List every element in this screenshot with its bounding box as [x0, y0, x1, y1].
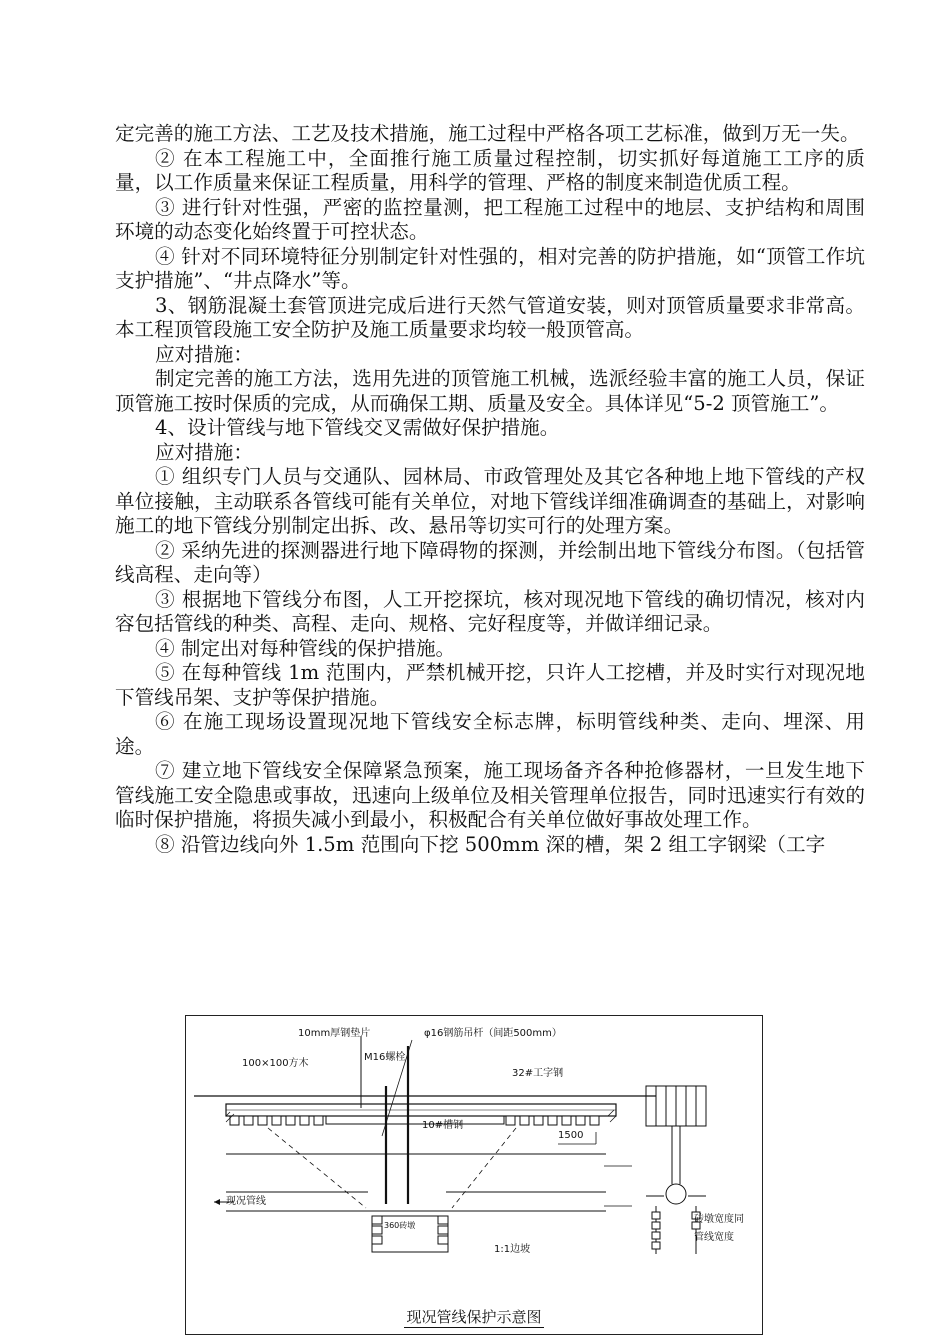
paragraph: ② 在本工程施工中，全面推行施工质量过程控制，切实抓好每道施工工序的质量，以工作质量来保证工程质量，用科学的管理、严格的制度来制造优质工程。 [115, 146, 865, 194]
paragraph: ③ 进行针对性强，严密的监控量测，把工程施工过程中的地层、支护结构和周围环境的动态变化始终置于可控状态。 [115, 195, 865, 243]
label-steel-plate: 10mm厚钢垫片 [298, 1028, 371, 1039]
label-pipe-width: 管线宽度 [694, 1232, 734, 1243]
body-text [115, 122, 865, 857]
existing-pipeline [226, 1154, 606, 1211]
paragraph: 定完善的施工方法、工艺及技术措施，施工过程中严格各项工艺标准，做到万无一失。 [115, 122, 860, 145]
paragraph: ② 采纳先进的探测器进行地下障碍物的探测，并绘制出地下管线分布图。（包括管线高程、走向等） [115, 538, 865, 586]
paragraph: 应对措施： [155, 342, 253, 366]
label-width: 1500 [558, 1130, 584, 1141]
slope-lines [268, 1128, 516, 1208]
figure-caption: 现况管线保护示意图 [406, 1308, 542, 1326]
timber-blocks-left [230, 1116, 323, 1125]
label-i-beam: 32#工字钢 [512, 1068, 564, 1079]
paragraph: ① 组织专门人员与交通队、园林局、市政管理处及其它各种地上地下管线的产权单位接触，主动联系各管线可能有关单位，对地下管线详细准确调查的基础上，对影响施工的地下管线分别制定出拆、改、悬吊等切实可行的处理方案。 [115, 465, 865, 537]
label-slope: 1:1边坡 [494, 1244, 531, 1255]
label-bolt: M16螺栓 [364, 1052, 406, 1063]
paragraph: ⑤ 在每种管线 1m 范围内，严禁机械开挖，只许人工挖槽，并及时实行对现况地下管线吊架、支护等保护措施。 [115, 661, 865, 709]
label-timber: 100×100方木 [242, 1058, 309, 1069]
paragraph: 4、设计管线与地下管线交叉需做好保护措施。 [155, 416, 560, 439]
label-pier-width: 砖墩宽度同 [694, 1214, 744, 1225]
timber-blocks-right [506, 1116, 599, 1125]
paragraph: ④ 针对不同环境特征分别制定针对性强的，相对完善的防护措施，如“顶管工作坑支护措施”、“井点降水”等。 [115, 244, 865, 292]
paragraph: ⑧ 沿管边线向外 1.5m 范围向下挖 500mm 深的槽，架 2 组工字钢梁（工字 [155, 832, 826, 856]
paragraph: ③ 根据地下管线分布图，人工开挖探坑，核对现况地下管线的确切情况，核对内容包括管线的种类、高程、走向、规格、完好程度等，并做详细记录。 [115, 587, 865, 635]
paragraph: 3、钢筋混凝土套管顶进完成后进行天然气管道安装，则对顶管质量要求非常高。本工程顶管段施工安全防护及施工质量要求均较一般顶管高。 [115, 293, 865, 341]
paragraph: 应对措施： [155, 440, 253, 464]
label-channel: 10#槽钢 [422, 1120, 464, 1131]
label-rod: φ16钢筋吊杆（间距500mm） [424, 1028, 562, 1039]
paragraph: ④ 制定出对每种管线的保护措施。 [155, 636, 456, 660]
paragraph: ⑦ 建立地下管线安全保障紧急预案，施工现场备齐各种抢修器材，一旦发生地下管线施工安全隐患或事故，迅速向上级单位及相关管理单位报告，同时迅速实行有效的临时保护措施，将损失减小到最小，积极配合有关单位做好事故处理工作。 [115, 759, 865, 831]
paragraph: ⑥ 在施工现场设置现况地下管线安全标志牌，标明管线种类、走向、埋深、用途。 [115, 710, 865, 758]
label-pier: 360砖墩 [384, 1221, 416, 1230]
label-pipeline: 现况管线 [226, 1196, 266, 1207]
steel-rods [386, 1046, 408, 1204]
paragraph: 制定完善的施工方法，选用先进的顶管施工机械，选派经验丰富的施工人员，保证顶管施工按时保质的完成，从而确保工期、质量及安全。具体详见“5-2 顶管施工”。 [115, 367, 865, 415]
pipeline-protection-figure [185, 1015, 763, 1335]
